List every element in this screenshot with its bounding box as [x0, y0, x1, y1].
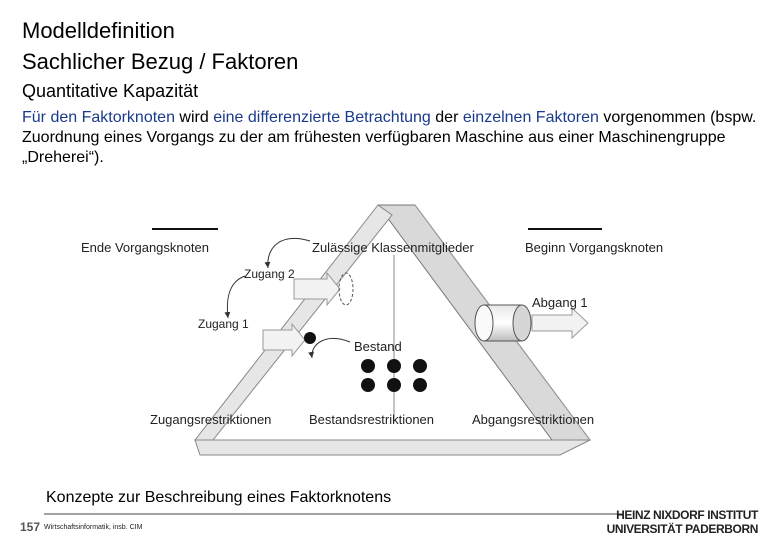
zulaessige-arrow	[268, 238, 310, 268]
page-title: Modelldefinition	[22, 18, 175, 43]
prism-base	[195, 440, 590, 455]
inventory-token	[413, 378, 427, 392]
inventory-token	[361, 378, 375, 392]
inventory-token	[387, 378, 401, 392]
label-zugang-2: Zugang 2	[244, 267, 295, 281]
institute-logo-line-1: HEINZ NIXDORF INSTITUT	[616, 508, 758, 522]
inventory-token	[387, 359, 401, 373]
label-abgang-1: Abgang 1	[532, 295, 588, 310]
intro-text-3: vorgenommen (bspw. Zuordnung eines Vorgangs zu der am frühesten verfügbaren Maschine aus einer Maschinengruppe „Dreherei“).	[22, 109, 757, 166]
intro-text-2: der	[430, 109, 463, 126]
label-zugang-1: Zugang 1	[198, 317, 249, 331]
inventory-token	[413, 359, 427, 373]
diagram-caption: Konzepte zur Beschreibung eines Faktorknotens	[46, 489, 392, 506]
page-number: 157	[20, 520, 41, 534]
page-title-line-2: Sachlicher Bezug / Faktoren	[22, 49, 299, 74]
page-subtitle: Quantitative Kapazität	[22, 81, 199, 101]
incoming-token	[304, 332, 316, 344]
label-zulaessige-klassenmitglieder: Zulässige Klassenmitglieder	[312, 240, 474, 255]
label-abgangsrestriktionen: Abgangsrestriktionen	[472, 412, 595, 427]
inventory-token	[361, 359, 375, 373]
label-zugangsrestriktionen: Zugangsrestriktionen	[150, 412, 272, 427]
label-beginn-vorgangsknoten: Beginn Vorgangsknoten	[525, 240, 664, 255]
intro-highlight-2: eine differenzierte Betrachtung	[213, 109, 431, 126]
label-ende-vorgangsknoten: Ende Vorgangsknoten	[81, 240, 209, 255]
footer-department: Wirtschaftsinformatik, insb. CIM	[44, 524, 143, 531]
abgang1-arrow	[532, 308, 588, 338]
intro-text-1: wird	[174, 109, 214, 126]
label-bestand: Bestand	[354, 339, 402, 354]
label-bestandsrestriktionen: Bestandsrestriktionen	[309, 412, 435, 427]
institute-logo-line-2: UNIVERSITÄT PADERBORN	[606, 522, 758, 536]
intro-highlight-1: Für den Faktorknoten	[22, 109, 175, 126]
intro-highlight-3: einzelnen Faktoren	[462, 109, 599, 126]
zugang2-curve	[227, 276, 245, 318]
bestand-arrow	[312, 338, 350, 358]
